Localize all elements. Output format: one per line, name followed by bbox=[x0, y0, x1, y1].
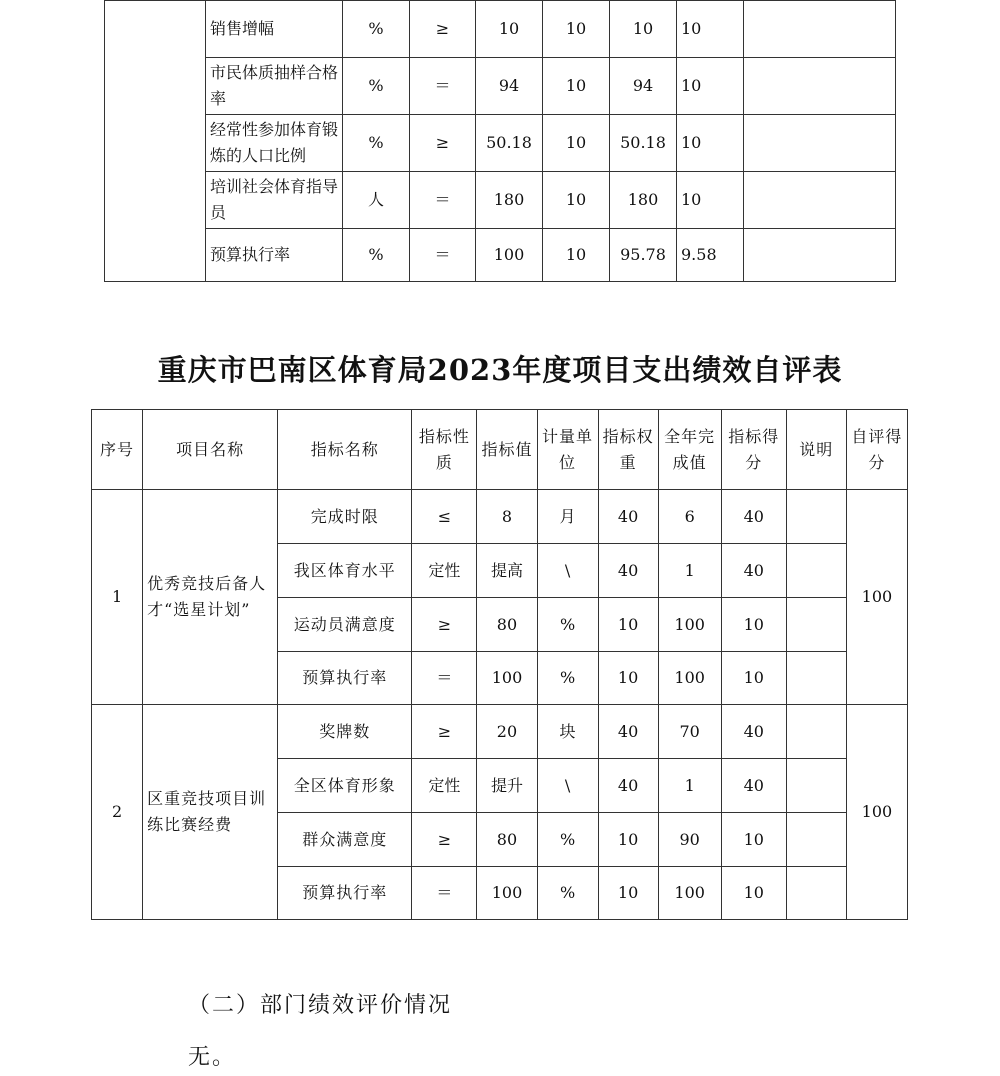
header-indicator: 指标名称 bbox=[278, 410, 412, 490]
project-seq: 2 bbox=[92, 705, 143, 920]
table-row bbox=[105, 229, 896, 282]
actual-cell: 70 bbox=[658, 705, 721, 759]
unit-cell: % bbox=[343, 115, 410, 172]
nature-cell: ≥ bbox=[412, 813, 477, 867]
section-heading: （二）部门绩效评价情况 bbox=[188, 993, 453, 1018]
target-cell: 94 bbox=[476, 58, 543, 115]
table-row bbox=[105, 172, 896, 229]
indicator-name: 完成时限 bbox=[278, 490, 412, 544]
weight-cell: 40 bbox=[598, 490, 658, 544]
table-row bbox=[105, 115, 896, 172]
weight-cell: 10 bbox=[598, 652, 658, 705]
note-cell bbox=[744, 58, 896, 115]
note-cell bbox=[786, 598, 846, 652]
nature-cell: ≤ bbox=[412, 490, 477, 544]
actual-cell: 6 bbox=[658, 490, 721, 544]
merged-category-cell bbox=[105, 1, 206, 282]
table-row bbox=[105, 58, 896, 115]
operator-cell: ≥ bbox=[410, 115, 476, 172]
weight-cell: 10 bbox=[543, 1, 610, 58]
unit-cell: % bbox=[537, 598, 598, 652]
header-weight: 指标权重 bbox=[598, 410, 658, 490]
performance-table-continued bbox=[104, 0, 896, 282]
score-cell: 10 bbox=[721, 598, 786, 652]
indicator-name: 预算执行率 bbox=[278, 867, 412, 920]
weight-cell: 10 bbox=[543, 229, 610, 282]
actual-cell: 100 bbox=[658, 652, 721, 705]
score-cell: 10 bbox=[721, 867, 786, 920]
value-cell: 100 bbox=[477, 652, 537, 705]
value-cell: 提升 bbox=[477, 759, 537, 813]
unit-cell: 块 bbox=[537, 705, 598, 759]
operator-cell: ＝ bbox=[410, 172, 476, 229]
unit-cell: % bbox=[343, 58, 410, 115]
indicator-name: 我区体育水平 bbox=[278, 544, 412, 598]
table-row bbox=[92, 705, 908, 759]
indicator-name: 市民体质抽样合格率 bbox=[206, 58, 343, 115]
actual-cell: 100 bbox=[658, 867, 721, 920]
weight-cell: 10 bbox=[598, 867, 658, 920]
value-cell: 提高 bbox=[477, 544, 537, 598]
note-cell bbox=[744, 115, 896, 172]
target-cell: 180 bbox=[476, 172, 543, 229]
unit-cell: 月 bbox=[537, 490, 598, 544]
note-cell bbox=[786, 490, 846, 544]
header-nature: 指标性质 bbox=[412, 410, 477, 490]
project-seq: 1 bbox=[92, 490, 143, 705]
note-cell bbox=[744, 229, 896, 282]
operator-cell: ≥ bbox=[410, 1, 476, 58]
weight-cell: 10 bbox=[543, 58, 610, 115]
note-cell bbox=[744, 1, 896, 58]
self-score-cell: 100 bbox=[846, 705, 907, 920]
indicator-name: 预算执行率 bbox=[206, 229, 343, 282]
weight-cell: 10 bbox=[543, 172, 610, 229]
weight-cell: 40 bbox=[598, 705, 658, 759]
project-evaluation-table bbox=[91, 409, 908, 920]
score-cell: 10 bbox=[677, 172, 744, 229]
actual-cell: 1 bbox=[658, 544, 721, 598]
nature-cell: ≥ bbox=[412, 598, 477, 652]
score-cell: 40 bbox=[721, 705, 786, 759]
nature-cell: 定性 bbox=[412, 544, 477, 598]
note-cell bbox=[786, 759, 846, 813]
actual-cell: 10 bbox=[610, 1, 677, 58]
self-score-cell: 100 bbox=[846, 490, 907, 705]
actual-cell: 50.18 bbox=[610, 115, 677, 172]
score-cell: 9.58 bbox=[677, 229, 744, 282]
actual-cell: 1 bbox=[658, 759, 721, 813]
indicator-name: 培训社会体育指导员 bbox=[206, 172, 343, 229]
target-cell: 10 bbox=[476, 1, 543, 58]
header-value: 指标值 bbox=[477, 410, 537, 490]
score-cell: 10 bbox=[721, 652, 786, 705]
weight-cell: 10 bbox=[598, 813, 658, 867]
weight-cell: 10 bbox=[543, 115, 610, 172]
indicator-name: 奖牌数 bbox=[278, 705, 412, 759]
header-score: 指标得分 bbox=[721, 410, 786, 490]
operator-cell: ＝ bbox=[410, 58, 476, 115]
indicator-name: 群众满意度 bbox=[278, 813, 412, 867]
unit-cell: \ bbox=[537, 544, 598, 598]
score-cell: 10 bbox=[721, 813, 786, 867]
project-name: 优秀竞技后备人才“选星计划” bbox=[143, 490, 278, 705]
unit-cell: \ bbox=[537, 759, 598, 813]
target-cell: 100 bbox=[476, 229, 543, 282]
actual-cell: 90 bbox=[658, 813, 721, 867]
header-self-score: 自评得分 bbox=[846, 410, 907, 490]
note-cell bbox=[786, 813, 846, 867]
note-cell bbox=[786, 705, 846, 759]
indicator-name: 运动员满意度 bbox=[278, 598, 412, 652]
indicator-name: 预算执行率 bbox=[278, 652, 412, 705]
weight-cell: 40 bbox=[598, 544, 658, 598]
value-cell: 20 bbox=[477, 705, 537, 759]
note-cell bbox=[744, 172, 896, 229]
note-cell bbox=[786, 544, 846, 598]
score-cell: 10 bbox=[677, 115, 744, 172]
unit-cell: % bbox=[343, 229, 410, 282]
unit-cell: % bbox=[537, 813, 598, 867]
header-unit: 计量单位 bbox=[537, 410, 598, 490]
unit-cell: % bbox=[343, 1, 410, 58]
nature-cell: ＝ bbox=[412, 652, 477, 705]
score-cell: 40 bbox=[721, 544, 786, 598]
weight-cell: 40 bbox=[598, 759, 658, 813]
unit-cell: % bbox=[537, 652, 598, 705]
table-row bbox=[92, 490, 908, 544]
header-seq: 序号 bbox=[92, 410, 143, 490]
note-cell bbox=[786, 867, 846, 920]
nature-cell: ≥ bbox=[412, 705, 477, 759]
note-cell bbox=[786, 652, 846, 705]
actual-cell: 94 bbox=[610, 58, 677, 115]
value-cell: 80 bbox=[477, 813, 537, 867]
actual-cell: 95.78 bbox=[610, 229, 677, 282]
weight-cell: 10 bbox=[598, 598, 658, 652]
score-cell: 10 bbox=[677, 1, 744, 58]
value-cell: 80 bbox=[477, 598, 537, 652]
actual-cell: 180 bbox=[610, 172, 677, 229]
nature-cell: ＝ bbox=[412, 867, 477, 920]
target-cell: 50.18 bbox=[476, 115, 543, 172]
score-cell: 10 bbox=[677, 58, 744, 115]
header-note: 说明 bbox=[786, 410, 846, 490]
unit-cell: % bbox=[537, 867, 598, 920]
header-project: 项目名称 bbox=[143, 410, 278, 490]
unit-cell: 人 bbox=[343, 172, 410, 229]
value-cell: 100 bbox=[477, 867, 537, 920]
indicator-name: 经常性参加体育锻炼的人口比例 bbox=[206, 115, 343, 172]
section-body: 无。 bbox=[188, 1045, 237, 1070]
operator-cell: ＝ bbox=[410, 229, 476, 282]
indicator-name: 全区体育形象 bbox=[278, 759, 412, 813]
page-title: 重庆市巴南区体育局2023年度项目支出绩效自评表 bbox=[157, 353, 843, 387]
score-cell: 40 bbox=[721, 490, 786, 544]
nature-cell: 定性 bbox=[412, 759, 477, 813]
header-actual: 全年完成值 bbox=[658, 410, 721, 490]
value-cell: 8 bbox=[477, 490, 537, 544]
score-cell: 40 bbox=[721, 759, 786, 813]
header-row bbox=[92, 410, 908, 490]
table-row bbox=[105, 1, 896, 58]
project-name: 区重竞技项目训练比赛经费 bbox=[143, 705, 278, 920]
actual-cell: 100 bbox=[658, 598, 721, 652]
indicator-name: 销售增幅 bbox=[206, 1, 343, 58]
